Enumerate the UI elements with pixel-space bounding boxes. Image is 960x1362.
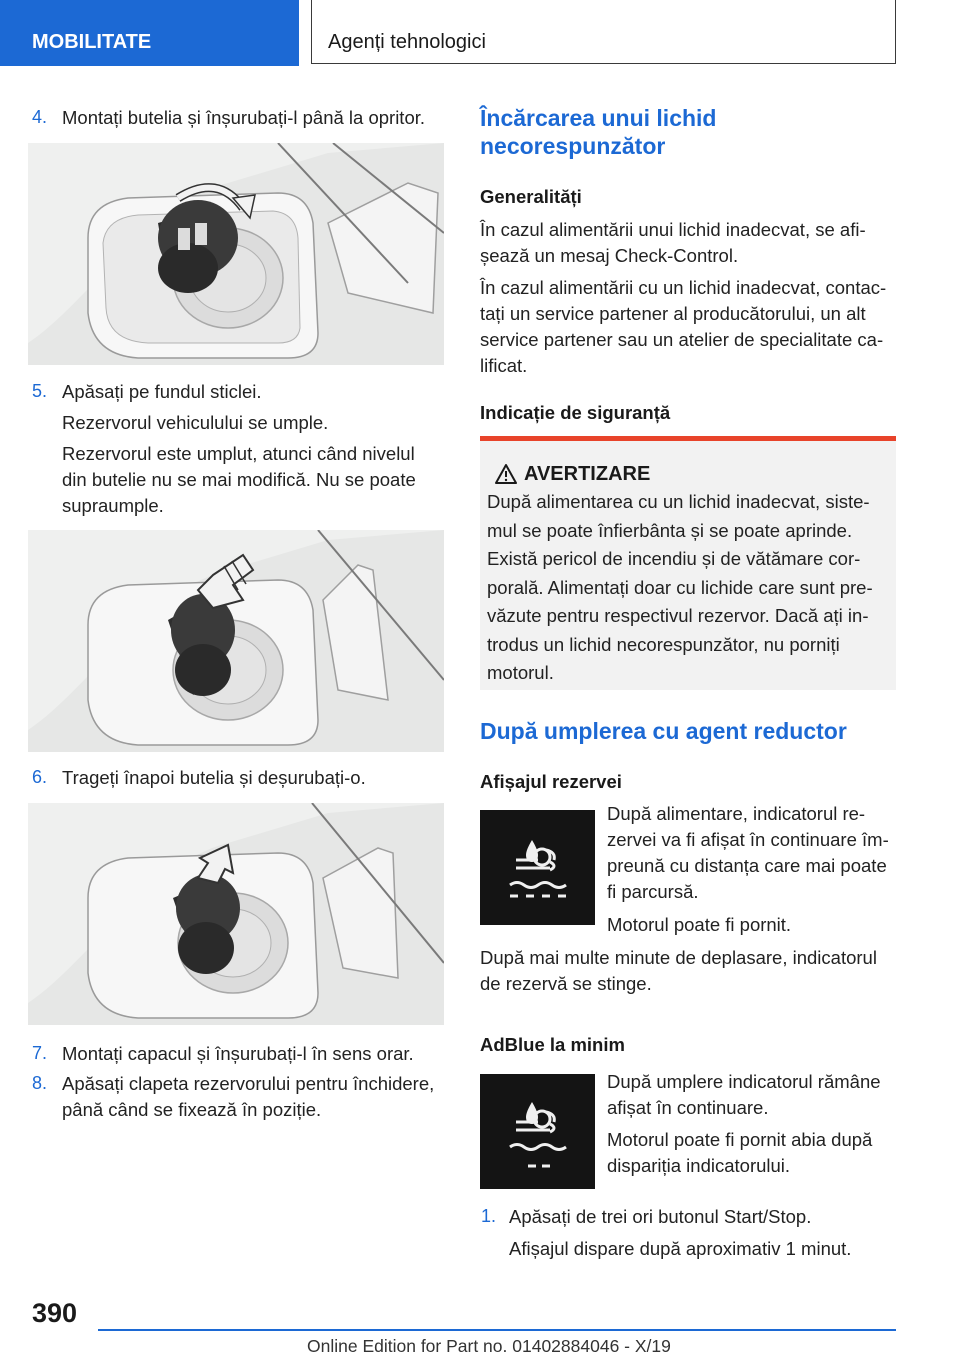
paragraph: Motorul poate fi pornit abia după: [607, 1129, 873, 1150]
paragraph: În cazul alimentării unui lichid inadecvat, se afi-: [480, 219, 866, 240]
step-text: Rezervorul este umplut, atunci când nivelul: [62, 443, 415, 464]
paragraph: În cazul alimentării cu un lichid inadecvat, contac-: [480, 277, 887, 298]
warning-line: văzute pentru respectivul rezervor. Dacă ați in-: [487, 605, 869, 626]
warning-line: motorul.: [487, 662, 554, 683]
page-header: [0, 0, 960, 66]
warning-title: AVERTIZARE: [524, 463, 651, 485]
step-text: Apăsați clapeta rezervorului pentru închidere,: [62, 1073, 435, 1094]
step-text: până când se fixează în poziție.: [62, 1099, 322, 1120]
warning-bar: [480, 436, 896, 441]
warning-triangle-icon: [494, 463, 518, 490]
subheading-reserve: Afișajul rezervei: [480, 771, 622, 792]
paragraph: service partener sau un atelier de specialitate ca-: [480, 329, 884, 350]
subheading-safety: Indicație de siguranță: [480, 402, 671, 423]
paragraph: După alimentare, indicatorul re-: [607, 803, 866, 824]
illustration-insert-bottle: [28, 143, 444, 365]
section-tab: MOBILITATE: [0, 0, 299, 66]
paragraph: șează un mesaj Check-Control.: [480, 245, 739, 266]
step-text: din butelie nu se mai modifică. Nu se poate: [62, 469, 416, 490]
step-number: 1.: [481, 1206, 497, 1226]
adblue-minimum-icon: [480, 1074, 595, 1189]
step-text: supraumple.: [62, 495, 164, 516]
warning-text: [487, 488, 891, 688]
warning-line: După alimentarea cu un lichid inadecvat, siste-: [487, 491, 870, 512]
adblue-reserve-icon: [480, 810, 595, 925]
step-number: 8.: [32, 1073, 48, 1093]
page-number: 390: [32, 1298, 78, 1328]
step-text: Apăsați de trei ori butonul Start/Stop.: [509, 1206, 812, 1227]
paragraph: Motorul poate fi pornit.: [607, 914, 792, 935]
subheading-general: Generalități: [480, 186, 582, 207]
paragraph: După mai multe minute de deplasare, indicatorul: [480, 947, 877, 968]
step-number: 4.: [32, 107, 48, 127]
step-text: Rezervorul vehiculului se umple.: [62, 412, 329, 433]
section-title: Încărcarea unui lichid: [480, 105, 717, 131]
step-text: Montați butelia și înșurubați-l până la opritor.: [62, 107, 426, 128]
footer-edition: Online Edition for Part no. 01402884046 - X/19: [307, 1336, 671, 1356]
step-text: Apăsați pe fundul sticlei.: [62, 381, 262, 402]
footer-divider: [98, 1329, 896, 1331]
paragraph: zervei va fi afișat în continuare îm-: [607, 829, 889, 850]
step-text: Montați capacul și înșurubați-l în sens orar.: [62, 1043, 414, 1064]
warning-line: porală. Alimentați doar cu lichide care sunt pre-: [487, 576, 873, 598]
step-number: 7.: [32, 1043, 48, 1063]
paragraph: de rezervă se stinge.: [480, 973, 652, 994]
paragraph: preună cu distanța care mai poate: [607, 855, 887, 876]
chapter-title: Agenți tehnologici: [311, 0, 896, 64]
step-number: 5.: [32, 381, 48, 401]
paragraph: fi parcursă.: [607, 881, 699, 902]
step-text: Afișajul dispare după aproximativ 1 minut.: [509, 1238, 852, 1259]
paragraph: După umplere indicatorul rămâne: [607, 1071, 881, 1092]
paragraph: afișat în continuare.: [607, 1097, 769, 1118]
illustration-remove-bottle: [28, 803, 444, 1025]
warning-line: mul se poate înfierbânta și se poate aprinde.: [487, 519, 853, 541]
section-title: După umplerea cu agent reductor: [480, 718, 847, 744]
step-number: 6.: [32, 767, 48, 787]
paragraph: lificat.: [480, 355, 528, 376]
warning-box: [480, 436, 896, 690]
warning-line: trodus un lichid necorespunzător, nu porniți: [487, 633, 840, 655]
warning-line: Există pericol de incendiu și de vătămare cor-: [487, 548, 861, 569]
paragraph: dispariția indicatorului.: [607, 1155, 791, 1176]
illustration-press-bottle: [28, 530, 444, 752]
step-text: Trageți înapoi butelia și deșurubați-o.: [62, 767, 366, 788]
paragraph: tați un service partener al producătorului, un alt: [480, 303, 866, 324]
subheading-minimum: AdBlue la minim: [480, 1034, 625, 1055]
section-title: necorespunzător: [480, 133, 666, 159]
